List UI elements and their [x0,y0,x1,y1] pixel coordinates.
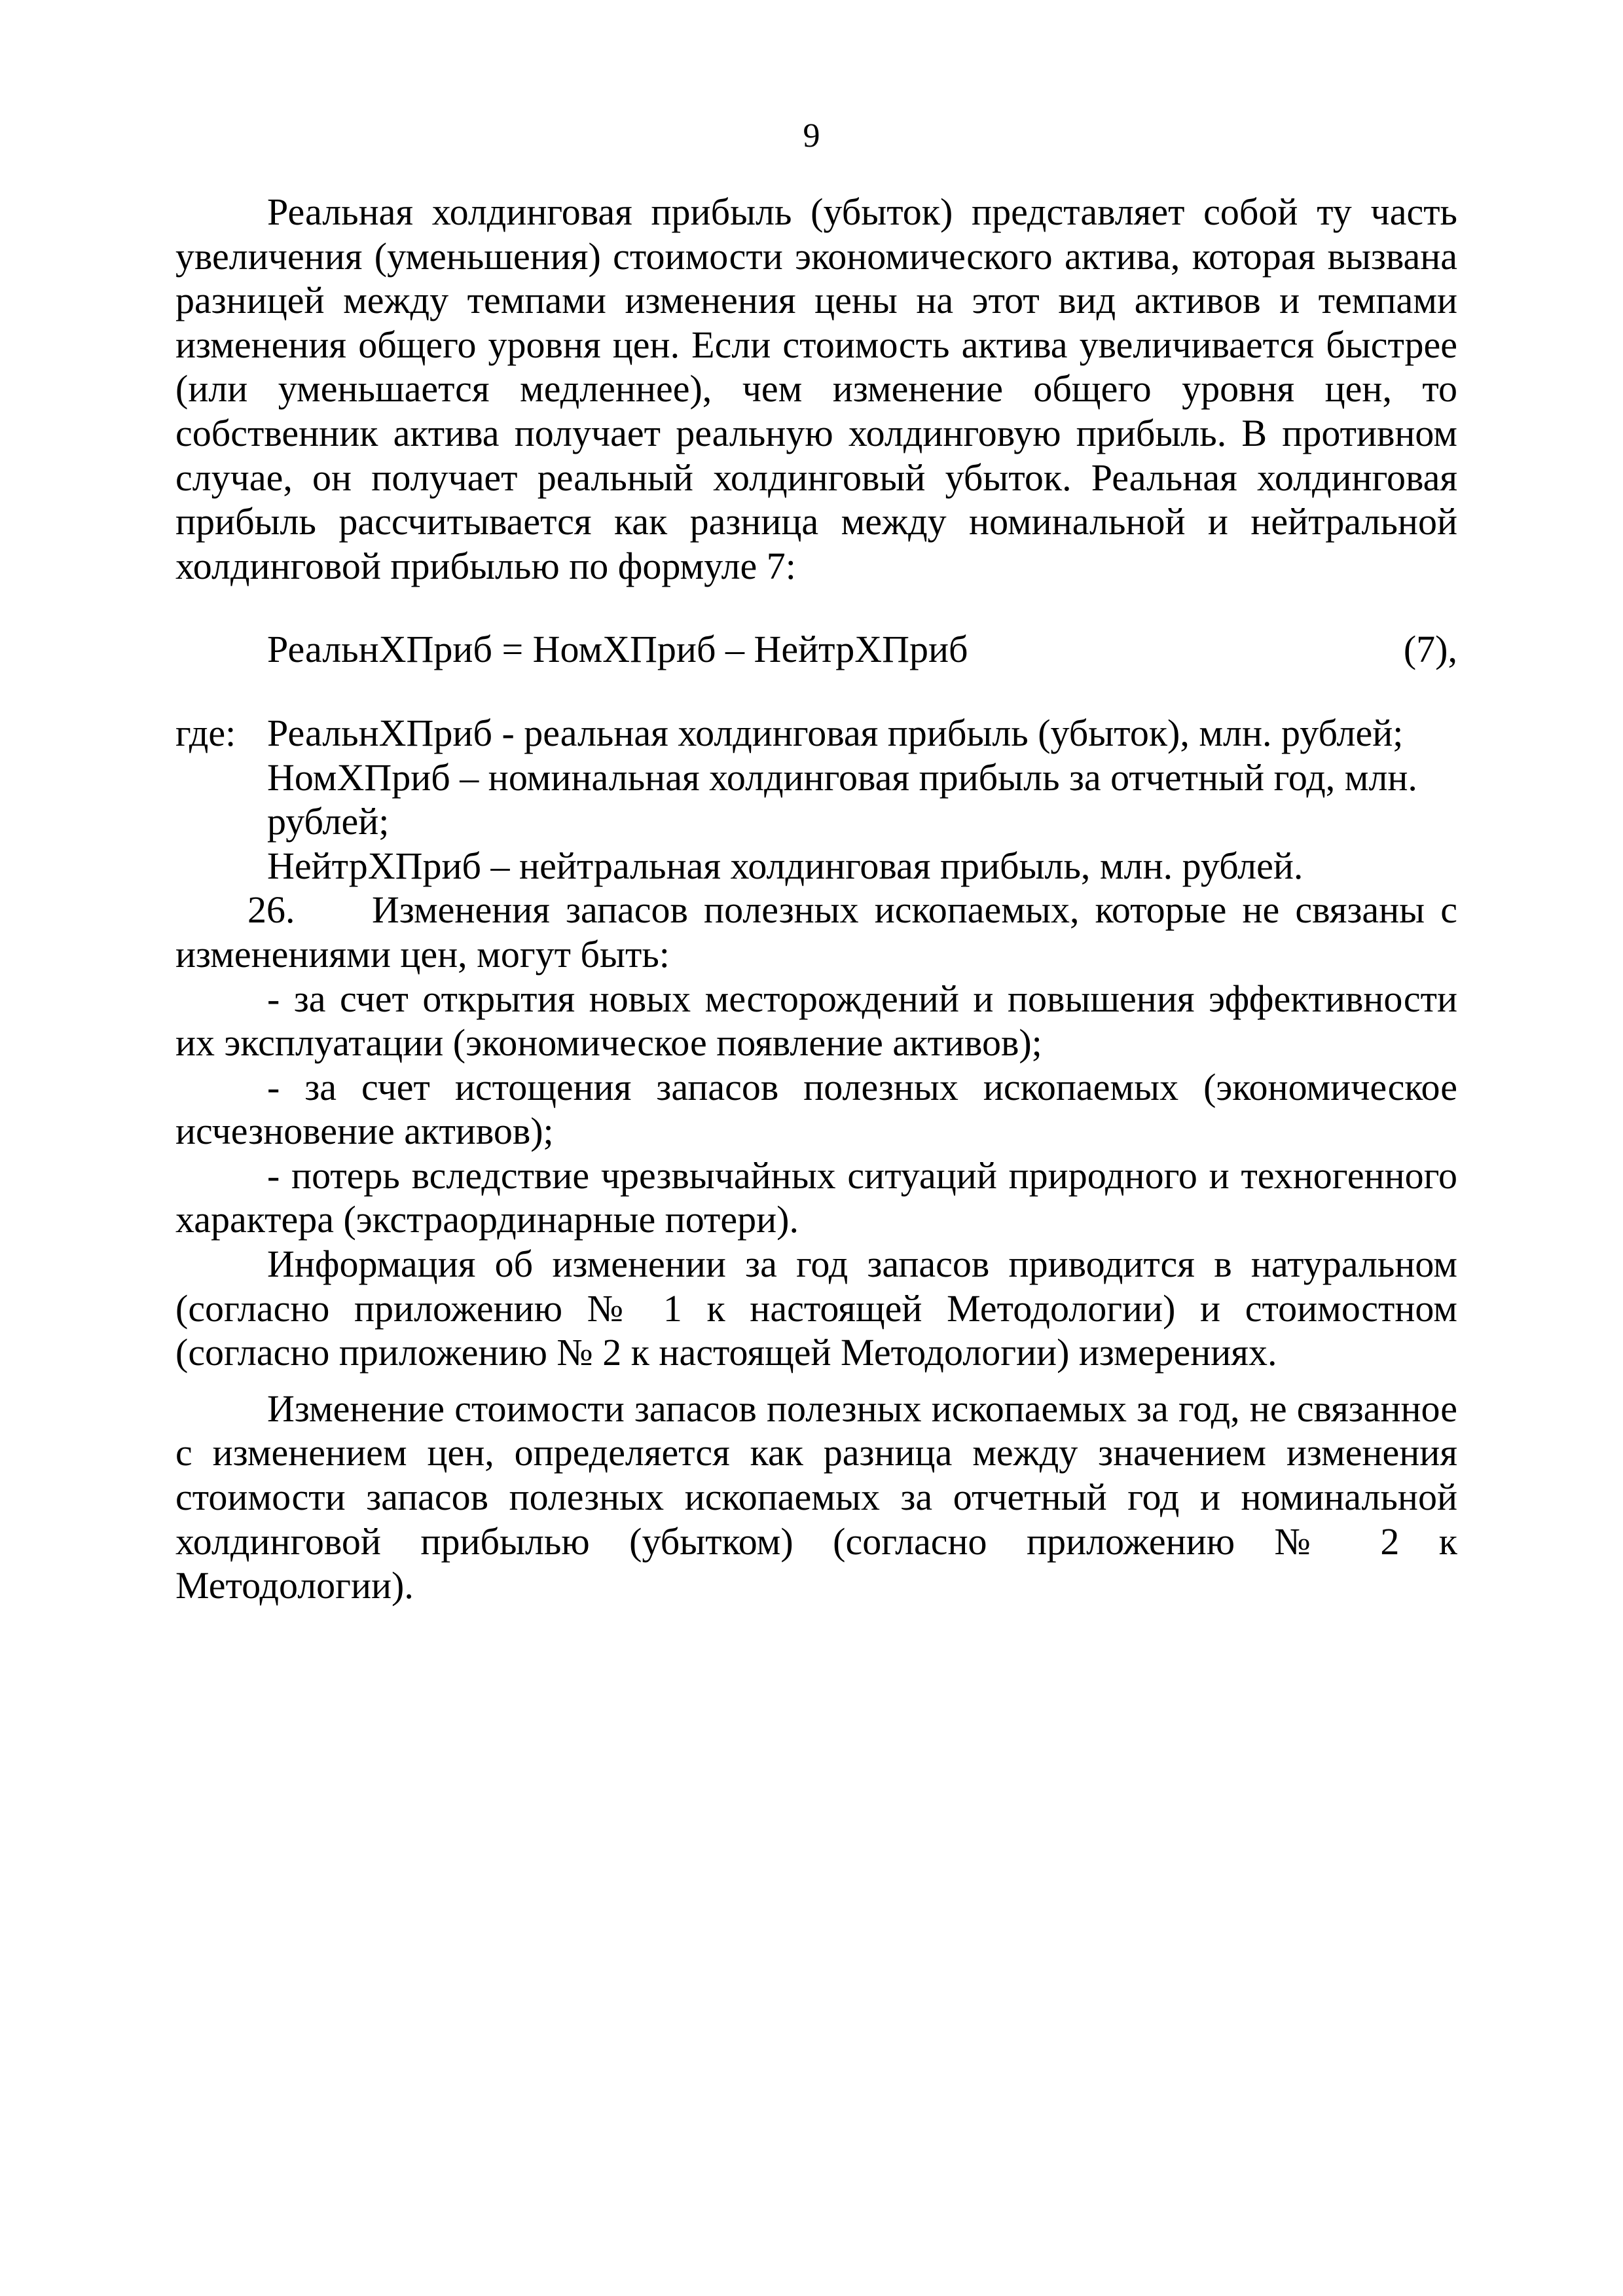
formula-expression: РеальнХПриб = НомХПриб – НейтрХПриб [267,628,968,671]
document-body [175,190,1457,1608]
legend-item-real: РеальнХПриб - реальная холдинговая прибыль (убыток), млн. рублей; [267,711,1404,754]
legend-item-neutral: НейтрХПриб – нейтральная холдинговая прибыль, млн. рублей. [267,844,1304,887]
clause-26-number: 26. [247,888,295,932]
formula-legend-label: где: [175,711,236,754]
paragraph-real-holding-profit: Реальная холдинговая прибыль (убыток) представляет собой ту часть увеличения (уменьшения) стоимости экономического актива, которая вызвана разницей между темпами изменения цены на этот вид активов и темпами изменения общего уровня цен. Если стоимость актива увеличивается быстрее (или уменьшается медленнее), чем изменение общего уровня цен, то собственник актива получает реальную холдинговую прибыль. В противном случае, он получает реальный холдинговый убыток. Реальная холдинговая прибыль рассчитывается как разница между номинальной и нейтральной холдинговой прибылью по формуле 7: [175,191,1457,587]
bullet-emergency-losses: - потерь вследствие чрезвычайных ситуаций природного и техногенного характера (экстраординарные потери). [175,1154,1457,1241]
bullet-new-deposits: - за счет открытия новых месторождений и повышения эффективности их эксплуатации (экономическое появление активов); [175,977,1457,1065]
legend-item-nominal: НомХПриб – номинальная холдинговая прибыль за отчетный год, млн. рублей; [267,756,1417,843]
clause-26-text: Изменения запасов полезных ископаемых, которые не связаны с изменениями цен, могут быть: [175,888,1457,975]
paragraph-gap [175,1375,1457,1387]
bullet-depletion: - за счет истощения запасов полезных ископаемых (экономическое исчезновение активов); [175,1065,1457,1153]
formula-legend [175,711,1457,888]
paragraph-information: Информация об изменении за год запасов приводится в натуральном (согласно приложению № 1 к настоящей Методологии) и стоимостном (согласно приложению № 2 к настоящей Методологии) измерениях. [175,1243,1457,1374]
page-number: 9 [803,117,820,155]
formula-row [175,627,1457,672]
formula-legend-list [267,711,1457,888]
formula-number: (7), [1403,628,1457,671]
paragraph-value-change: Изменение стоимости запасов полезных ископаемых за год, не связанное с изменением цен, определяется как разница между значением изменения стоимости запасов полезных ископаемых за отчетный год и номинальной холдинговой прибылью (убытком) (согласно приложению № 2 к Методологии). [175,1387,1457,1607]
clause-26 [175,888,1457,976]
